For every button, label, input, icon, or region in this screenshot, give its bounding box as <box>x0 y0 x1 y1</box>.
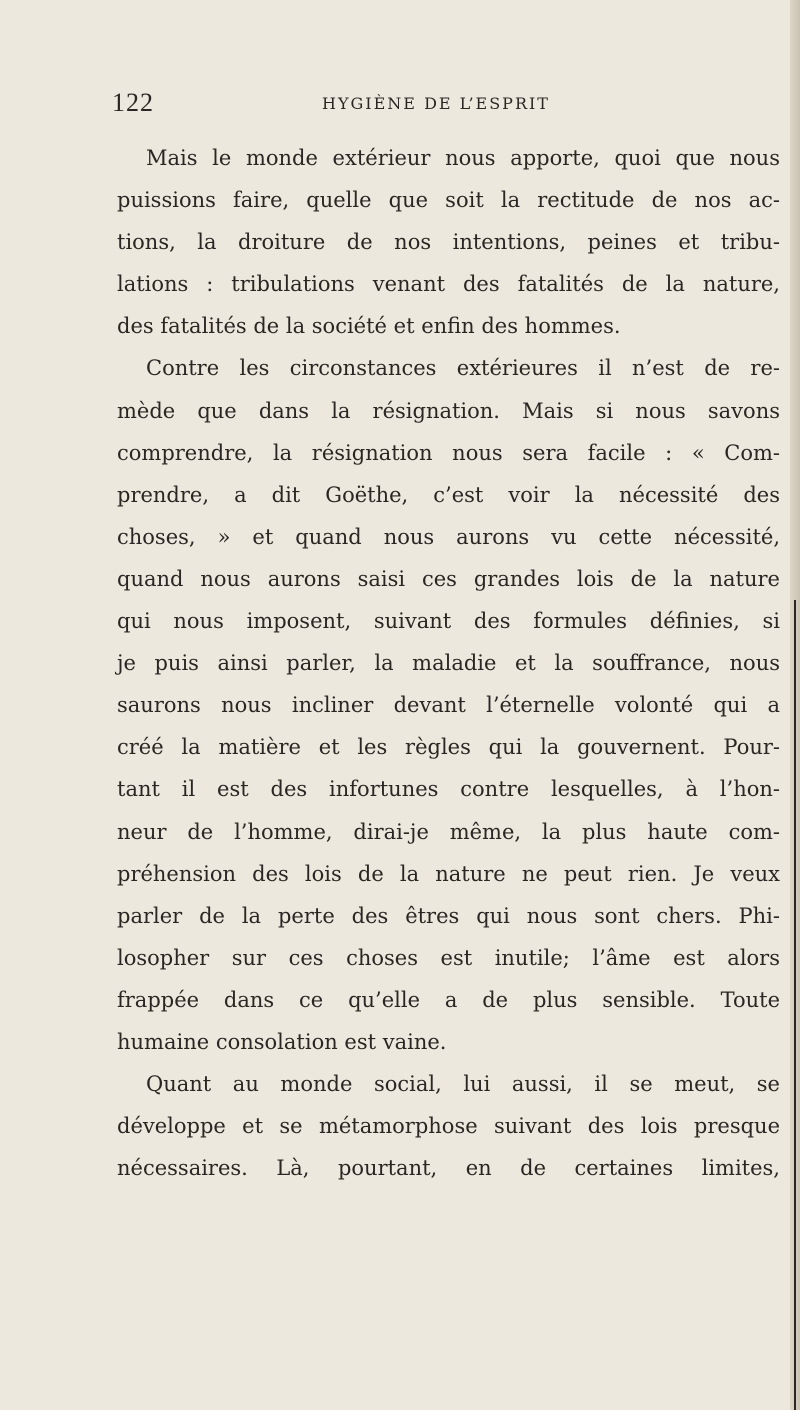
text-line: Mais le monde extérieur nous apporte, quoi que nous <box>146 146 780 170</box>
binding-shadow <box>794 600 796 1410</box>
text-line: frappée dans ce qu’elle a de plus sensible. Toute <box>117 987 780 1012</box>
text-line: losopher sur ces choses est inutile; l’âme est alors <box>117 945 780 970</box>
text-line: Contre les circonstances extérieures il n’est de re- <box>146 356 780 381</box>
page-header <box>112 88 672 128</box>
text-line: neur de l’homme, dirai-je même, la plus haute com- <box>117 819 780 844</box>
text-line: humaine consolation est vaine. <box>117 1029 447 1054</box>
text-line: lations : tribulations venant des fatalités de la nature, <box>117 272 780 297</box>
text-line: parler de la perte des êtres qui nous sont chers. Phi- <box>117 903 780 928</box>
text-line: prendre, a dit Goëthe, c’est voir la nécessité des <box>117 482 780 507</box>
text-line: nécessaires. Là, pourtant, en de certaines limites, <box>117 1156 780 1181</box>
text-line: Quant au monde social, lui aussi, il se meut, se <box>146 1072 780 1097</box>
text-line: choses, » et quand nous aurons vu cette nécessité, <box>117 524 780 549</box>
text-line: développe et se métamorphose suivant des lois presque <box>117 1114 780 1139</box>
text-line: mède que dans la résignation. Mais si nous savons <box>117 398 780 423</box>
text-line: quand nous aurons saisi ces grandes lois de la nature <box>117 566 780 591</box>
text-line: tant il est des infortunes contre lesquelles, à l’hon- <box>117 777 780 802</box>
running-head: HYGIÈNE DE L’ESPRIT <box>322 94 550 113</box>
text-line: des fatalités de la société et enfin des hommes. <box>117 314 621 339</box>
text-line: créé la matière et les règles qui la gouvernent. Pour- <box>117 735 780 760</box>
text-line: puissions faire, quelle que soit la rectitude de nos ac- <box>117 188 780 213</box>
page-number: 122 <box>112 88 154 117</box>
text-line: saurons nous incliner devant l’éternelle volonté qui a <box>117 693 780 718</box>
text-line: qui nous imposent, suivant des formules définies, si <box>117 609 780 634</box>
text-line: tions, la droiture de nos intentions, peines et tribu- <box>117 230 780 255</box>
text-line: préhension des lois de la nature ne peut rien. Je veux <box>117 861 780 886</box>
body-text <box>117 137 780 1189</box>
text-line: comprendre, la résignation nous sera facile : « Com- <box>117 440 780 465</box>
text-line: je puis ainsi parler, la maladie et la souffrance, nous <box>117 651 780 676</box>
